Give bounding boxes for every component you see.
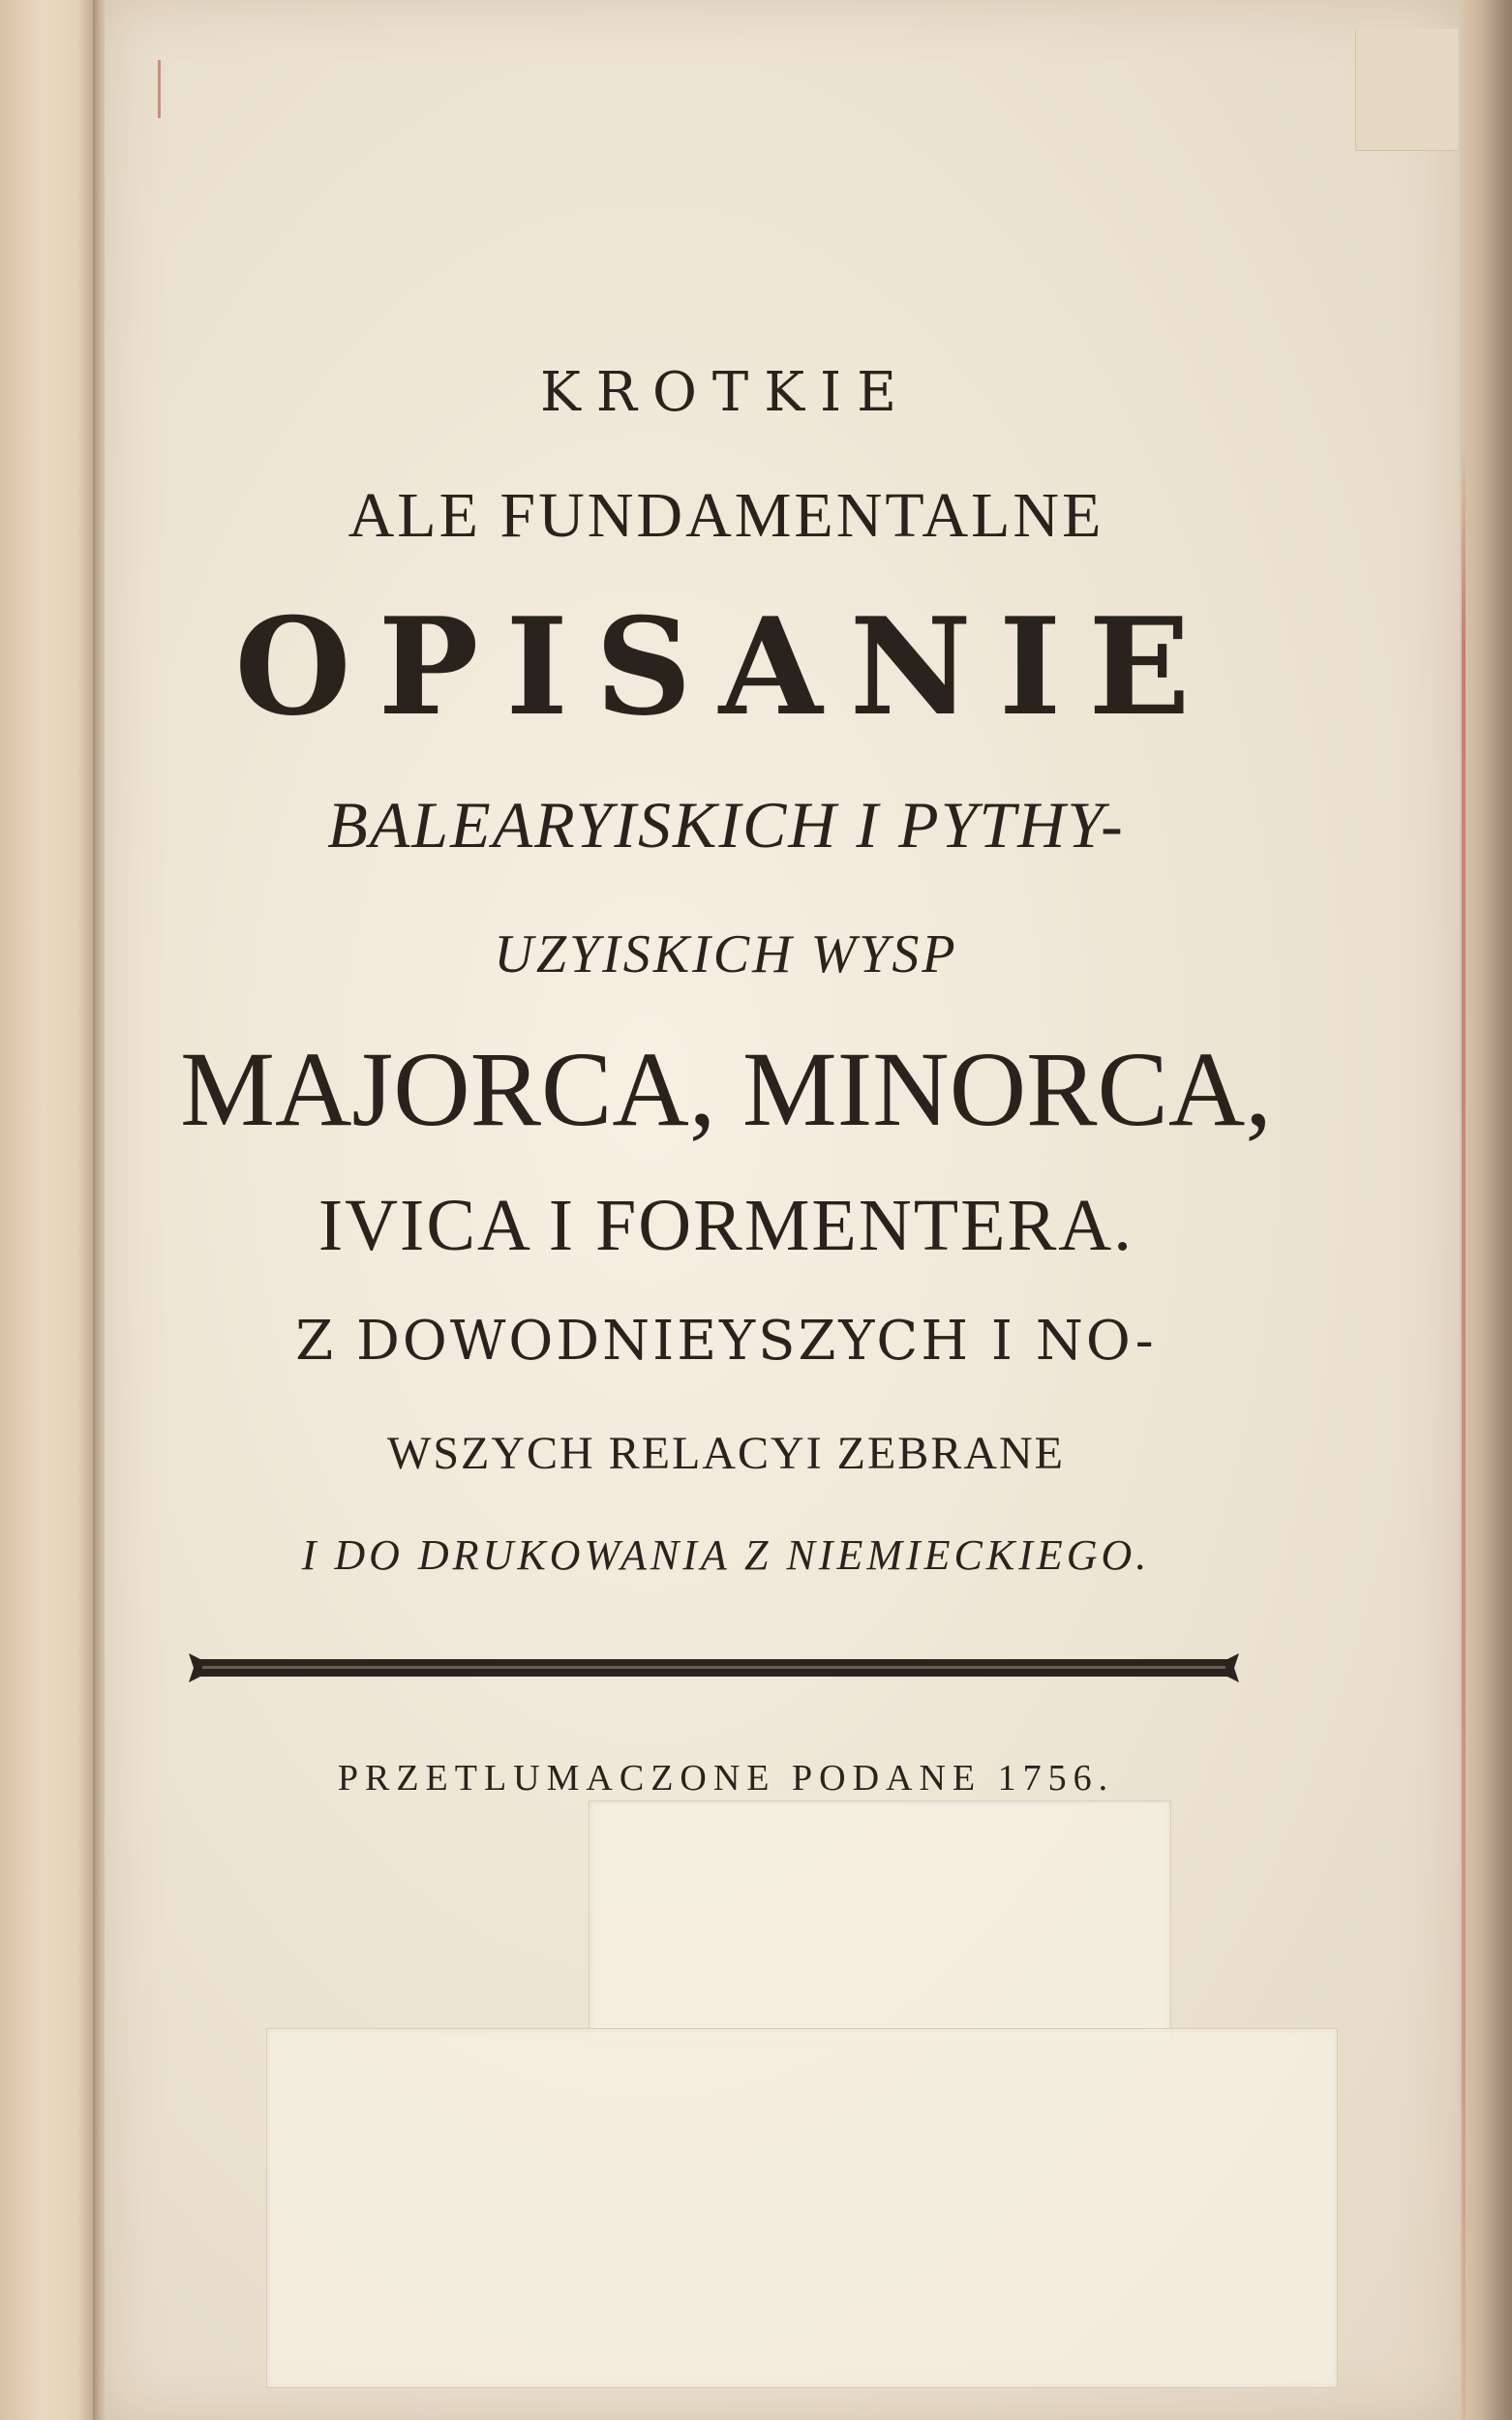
title-line-balearyiskich: BALEARYISKICH I PYTHY- (327, 788, 1125, 862)
title-line-uzyiskich: UZYISKICH WYSP (494, 924, 958, 984)
paper-repair-corner (1355, 29, 1458, 151)
title-line-ivica-formentera: IVICA I FORMENTERA. (318, 1185, 1134, 1266)
imprint-line: PRZETLUMACZONE PODANE 1756. (337, 1758, 1115, 1799)
ink-mark (158, 60, 161, 118)
paper-repair-patch (589, 1800, 1171, 2044)
paper-repair-patch-lower (266, 2028, 1338, 2388)
red-page-edge (1462, 445, 1466, 2420)
title-line-krotkie: KROTKIE (539, 361, 913, 424)
title-line-opisanie: OPISANIE (234, 588, 1218, 745)
title-line-fundamentalne: ALE FUNDAMENTALNE (348, 480, 1104, 551)
page-edge (1460, 0, 1512, 2420)
title-line-drukowania: I DO DRUKOWANIA Z NIEMIECKIEGO. (301, 1531, 1151, 1579)
left-facing-page (0, 0, 97, 2420)
title-line-majorca-minorca: MAJORCA, MINORCA, (180, 1030, 1272, 1148)
title-line-dowodnieyszych: Z DOWODNIEYSZYCH I NO- (295, 1310, 1157, 1373)
title-line-relacyi: WSZYCH RELACYI ZEBRANE (387, 1428, 1065, 1479)
decorative-rule (189, 1646, 1239, 1690)
rule-inner-line (202, 1666, 1225, 1669)
